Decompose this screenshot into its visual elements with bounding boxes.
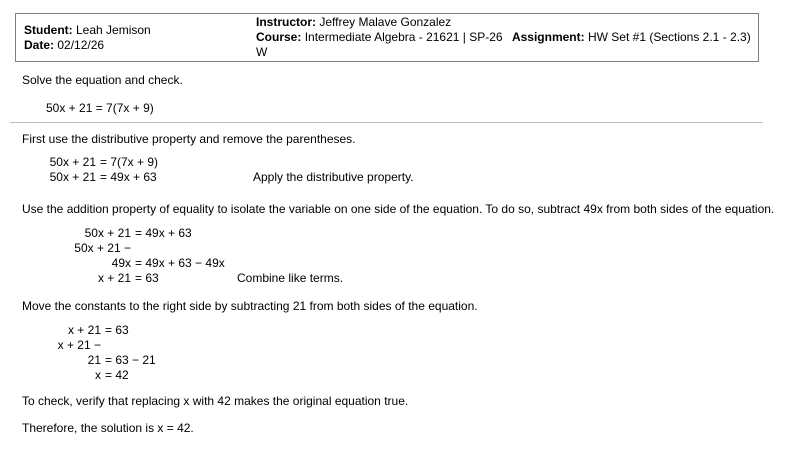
- conclusion-statement: Therefore, the solution is x = 42.: [22, 421, 194, 435]
- step-1-instruction: First use the distributive property and remove the parentheses.: [22, 132, 356, 146]
- assignment-label: Assignment:: [511, 30, 585, 44]
- equation-lhs: x + 21 − 21: [57, 338, 101, 367]
- step-3-equations: [48, 323, 790, 383]
- date-value: 02/12/26: [57, 37, 105, 52]
- equation-rhs: = 63: [105, 323, 129, 337]
- course-info-cell: [252, 14, 758, 61]
- equation-lhs: 50x + 21: [49, 155, 96, 169]
- instructor-name: Jeffrey Malave Gonzalez: [319, 15, 452, 29]
- equation-row: [52, 241, 790, 271]
- student-name: Leah Jemison: [76, 22, 151, 37]
- equation-row: [48, 338, 790, 368]
- equation-row: [46, 170, 790, 185]
- equation-lhs: x: [95, 368, 101, 382]
- date-line: [24, 38, 252, 53]
- equation-rhs: = 63: [135, 271, 159, 285]
- equation-rhs: = 63 − 21: [105, 353, 156, 367]
- equation-lhs: x + 21: [97, 271, 131, 285]
- equation-note: Apply the distributive property.: [253, 170, 414, 184]
- equation-lhs: 50x + 21: [84, 226, 131, 240]
- date-label: Date:: [24, 37, 55, 52]
- course-label: Course:: [256, 30, 302, 44]
- assignment-value: HW Set #1 (Sections 2.1 - 2.3) W: [256, 30, 751, 59]
- equation-lhs: 50x + 21 − 49x: [74, 241, 131, 270]
- equation-rhs: = 7(7x + 9): [100, 155, 159, 169]
- student-info-cell: [16, 14, 252, 61]
- check-instruction: To check, verify that replacing x with 42 makes the original equation true.: [22, 394, 409, 408]
- equation-rhs: = 49x + 63 − 49x: [135, 256, 225, 270]
- step-2-equations: [52, 226, 790, 286]
- equation-row: [52, 226, 790, 241]
- equation-note: Combine like terms.: [237, 271, 344, 285]
- instructor-line: [256, 15, 758, 30]
- equation-row: [48, 323, 790, 338]
- student-label: Student:: [24, 22, 73, 37]
- equation-rhs: = 49x + 63: [100, 170, 157, 184]
- equation-row: [46, 155, 790, 170]
- instructor-label: Instructor:: [256, 15, 316, 29]
- student-line: [24, 23, 252, 38]
- solution-content: [0, 73, 796, 436]
- problem-equation: 50x + 21 = 7(7x + 9): [46, 101, 154, 115]
- equation-rhs: = 49x + 63: [135, 226, 192, 240]
- equation-row: [52, 271, 790, 286]
- assignment-info-box: [15, 13, 759, 62]
- course-assignment-line: [256, 30, 758, 60]
- step-2-instruction: Use the addition property of equality to isolate the variable on one side of the equation. To do so, subtract 49x from both sides of the equation.: [22, 202, 775, 216]
- course-value: Intermediate Algebra - 21621 | SP-26: [304, 30, 503, 44]
- step-1-equations: [46, 155, 790, 185]
- equation-rhs: = 42: [105, 368, 129, 382]
- equation-row: [48, 368, 790, 383]
- step-3-instruction: Move the constants to the right side by subtracting 21 from both sides of the equation.: [22, 299, 478, 313]
- equation-lhs: 50x + 21: [49, 170, 96, 184]
- equation-lhs: x + 21: [67, 323, 101, 337]
- problem-instruction: Solve the equation and check.: [22, 73, 183, 87]
- section-divider: [10, 122, 763, 123]
